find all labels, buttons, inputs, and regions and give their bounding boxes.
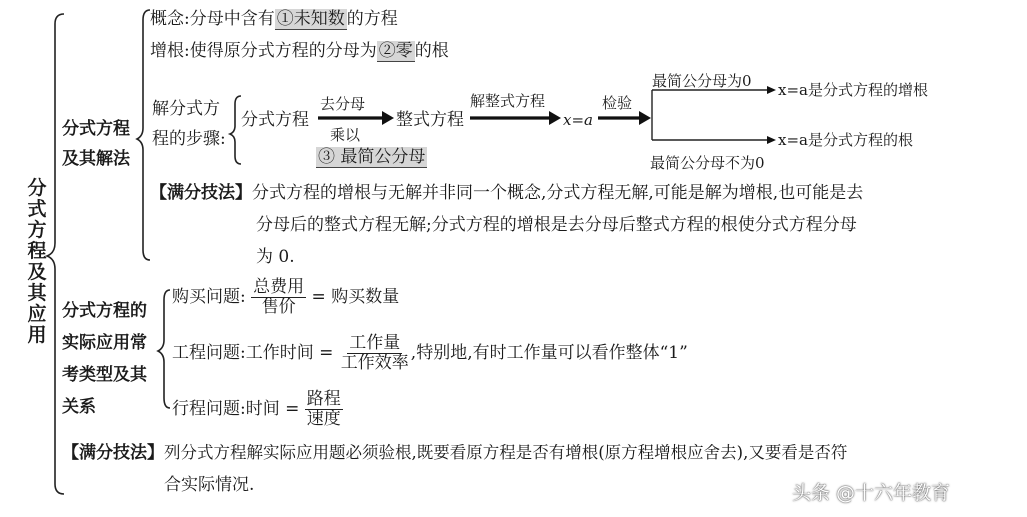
section1-tip-line3: 为 0. [256,247,295,267]
work-numerator: 工作量 [349,333,401,353]
extraneous-suffix: 的根 [414,41,449,61]
branch-top-result: x=a是分式方程的增根 [778,81,928,99]
root-brace [47,14,64,494]
arrow2-top-label: 解整式方程 [470,92,546,110]
arrow1-head [382,111,394,125]
section1-brace [137,10,150,260]
section1-title-line2: 及其解法 [62,149,130,169]
section2-tip-line1 [62,442,847,464]
travel-numerator: 路程 [306,389,341,409]
flow-middle: 整式方程 [396,110,464,130]
section1-tip-line1 [150,182,863,204]
flow-result: x=a [563,111,593,129]
section1-tip-label: 【满分技法】 [150,183,252,203]
purchase-row [172,278,399,317]
travel-fraction [305,390,343,429]
work-rhs: ,特别地,有时工作量可以看作整体“1” [410,343,688,363]
root-title: 分式方程及其应用 [27,177,47,346]
concept-suffix: 的方程 [346,9,398,29]
work-fraction [339,334,411,373]
work-denominator: 工作效率 [340,353,409,373]
branch-bottom-condition: 最简公分母不为0 [650,154,765,172]
steps-brace [230,96,241,164]
concept-answer: ①未知数 [276,9,345,29]
travel-denominator: 速度 [306,409,341,429]
concept-row [150,8,398,30]
branch-top-arrowhead [767,86,776,94]
arrow1-bottom-label: 乘以 [330,126,361,144]
arrow3-head [639,111,651,125]
steps-label-line2: 程的步骤: [152,129,226,149]
section2-title-line2: 实际应用常 [62,333,147,353]
section2-title-line3: 考类型及其 [62,365,147,385]
section2-title-line4: 关系 [62,397,96,417]
purchase-numerator: 总费用 [253,277,305,297]
concept-text: 分母中含有 [189,9,275,29]
extraneous-root-row [150,40,449,62]
arrow3-top-label: 检验 [602,94,633,112]
work-label: 工程问题:工作时间 = [172,343,334,363]
purchase-rhs: = 购买数量 [311,287,400,307]
travel-row [172,390,343,429]
section2-tip-text1: 列分式方程解实际应用题必须验根,既要看原方程是否有增根(原方程增根应舍去),又要看是否符 [164,443,848,462]
concept-label: 概念: [150,9,190,29]
work-row [172,334,688,373]
purchase-fraction [251,278,306,317]
branch-bottom-arrowhead [767,136,776,144]
section1-tip-line2: 分母后的整式方程无解;分式方程的增根是去分母后整式方程的根使分式方程分母 [256,215,857,235]
section2-brace [158,290,170,408]
extraneous-answer: ②零 [378,41,413,61]
extraneous-label: 增根: [150,41,190,61]
flow-start: 分式方程 [241,110,309,130]
extraneous-text: 使得原分式方程的分母为 [189,41,377,61]
section1-title-line1: 分式方程 [62,119,130,139]
purchase-label: 购买问题: [172,287,246,307]
branch-top-condition: 最简公分母为0 [652,72,752,90]
section1-tip-text1: 分式方程的增根与无解并非同一个概念,分式方程无解,可能是解为增根,也可能是去 [252,183,864,203]
purchase-denominator: 售价 [261,297,296,317]
answer3 [316,146,427,168]
arrow2-head [549,111,561,125]
section2-title-line1: 分式方程的 [62,301,147,321]
section2-tip-label: 【满分技法】 [62,443,164,463]
arrow1-top-label: 去分母 [320,95,366,113]
answer3-text: ③ 最简公分母 [318,147,426,167]
steps-label-line1: 解分式方 [152,99,220,119]
branch-bottom-result: x=a是分式方程的根 [778,131,913,149]
travel-label: 行程问题:时间 = [172,399,300,419]
watermark: 头条 @十六年教育 [792,482,951,504]
section2-tip-line2: 合实际情况. [164,475,255,495]
